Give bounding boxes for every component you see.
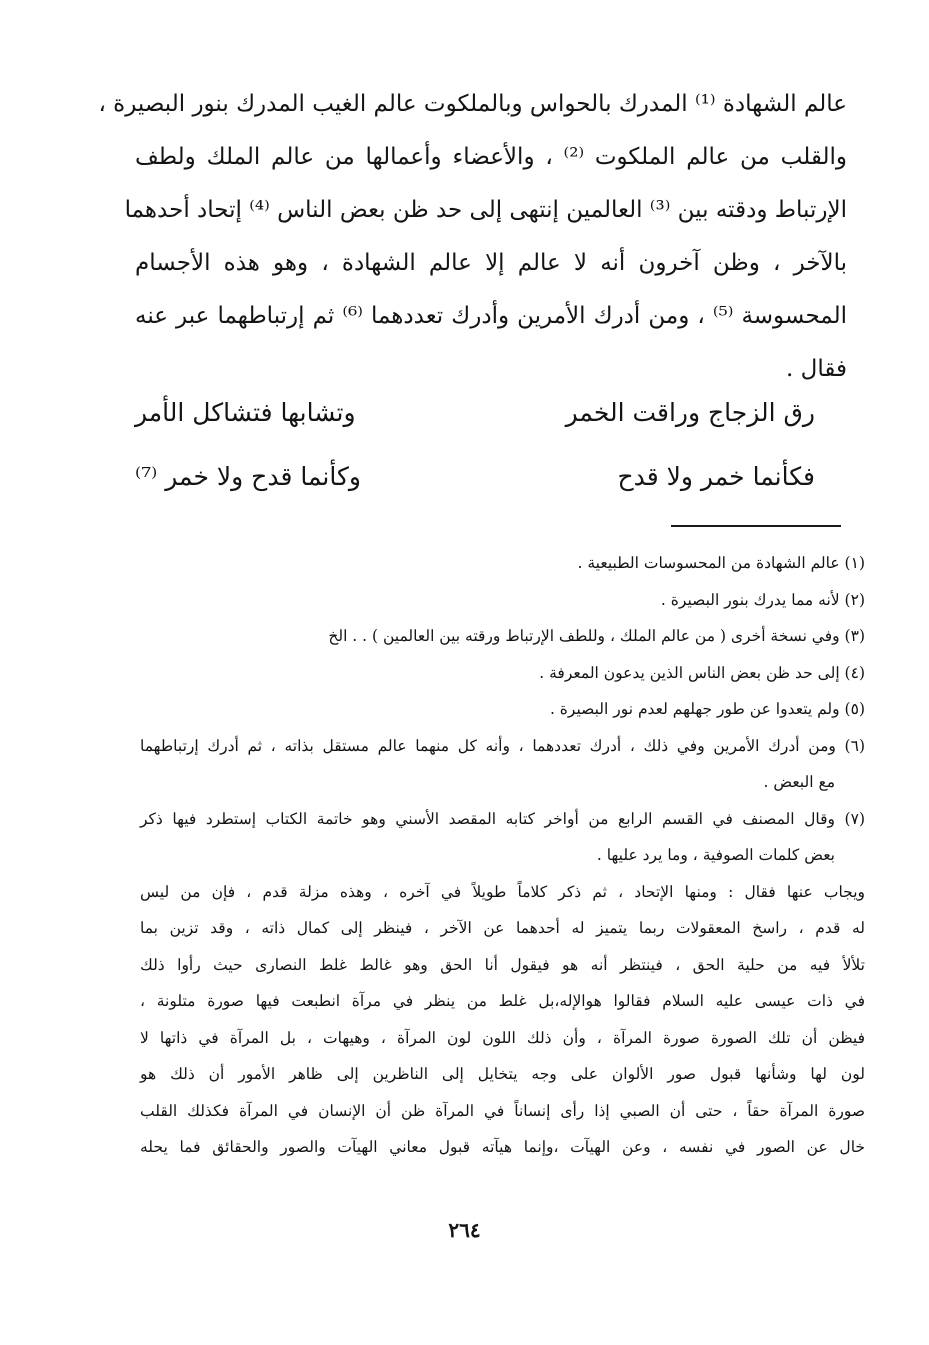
- footnote-separator: [671, 525, 841, 527]
- footnote-line: له قدم ، راسخ المعقولات ربما يتميز له أحدهما عن الآخر ، فينظر إلى كمال ذاته ، وقد تزين بما: [140, 919, 865, 937]
- footnote-line: (٥) ولم يتعدوا عن طور جهلهم لعدم نور البصيرة .: [549, 700, 865, 718]
- footnote-line: (١) عالم الشهادة من المحسوسات الطبيعية .: [577, 554, 865, 572]
- footnote-line: (٧) وقال المصنف في القسم الرابع من أواخر كتابه المقصد الأسني وهو خاتمة الكتاب إستطرد فيها ذكر: [140, 809, 865, 828]
- main-line: المحسوسة ⁽⁵⁾ ، ومن أدرك الأمرين وأدرك تعددهما ⁽⁶⁾ ثم إرتباطهما عبر عنه: [135, 303, 847, 329]
- footnote-line: (٦) ومن أدرك الأمرين وفي ذلك ، أدرك تعددهما ، وأنه كل منهما عالم مستقل بذاته ، ثم أدرك إرتباطهما: [140, 736, 865, 755]
- page-number: ٢٦٤: [448, 1218, 481, 1242]
- footnote-line: (٤) إلى حد ظن بعض الناس الذين يدعون المعرفة .: [539, 663, 865, 682]
- footnote-line: تلألأ فيه من حلية الحق ، فينتظر أنه هو فيقول أنا الحق وهو غالط غلط النصارى حيث رأوا ذلك: [140, 955, 865, 974]
- main-line: والقلب من عالم الملكوت ⁽²⁾ ، والأعضاء وأعمالها من عالم الملك ولطف: [135, 144, 847, 170]
- main-line: عالم الشهادة ⁽¹⁾ المدرك بالحواس وبالملكوت عالم الغيب المدرك بنور البصيرة ،: [98, 91, 847, 117]
- footnote-line: (٣) وفي نسخة أخرى ( من عالم الملك ، وللطف الإرتباط ورقته بين العالمين ) . . الخ: [328, 627, 865, 645]
- footnotes: [140, 545, 865, 1166]
- poem-verse: [135, 462, 815, 502]
- main-line: فقال .: [786, 356, 847, 382]
- poem-hemistich-first: رق الزجاج وراقت الخمر: [565, 398, 815, 427]
- footnote-line: صورة المرآة حقاً ، حتى أن الصبي إذا رأى إنساناً في المرآة ظن أن الإنسان في المرآة فكذلك القلب: [140, 1101, 865, 1120]
- footnote-line: ويجاب عنها فقال : ومنها الإتحاد ، ثم ذكر كلاماً طويلاً في آخره ، وهذه مزلة قدم ، فإن من ليس: [140, 882, 865, 901]
- poem-verse: [135, 398, 815, 438]
- footnote-line: فيظن أن تلك الصورة صورة المرآة ، وأن ذلك اللون لون المرآة ، وهيهات ، بل المرآة في ذاتها لا: [140, 1028, 865, 1047]
- poem-hemistich-second: وتشابها فتشاكل الأمر: [135, 398, 356, 427]
- footnote-line: خال عن الصور في نفسه ، وعن الهيآت ،وإنما هيآته قبول معاني الهيآت والصور والحقائق فما يحله: [140, 1138, 865, 1156]
- footnote-line: لون لها وشأنها قبول صور الألوان على وجه يتخايل إلى الناظرين إلى ظاهر الأمور أن ذلك هو: [140, 1065, 865, 1083]
- main-paragraph: [98, 78, 847, 396]
- poem-hemistich-first: فكأنما خمر ولا قدح: [617, 462, 815, 491]
- main-line: بالآخر ، وظن آخرون أنه لا عالم إلا عالم الشهادة ، وهو هذه الأجسام: [135, 250, 847, 276]
- footnote-line: (٢) لأنه مما يدرك بنور البصيرة .: [660, 590, 865, 609]
- footnote-line: في ذات عيسى عليه السلام فقالوا هوالإله،بل غلط من ينظر في مرآة انطبعت فيها صورة متلونة ،: [140, 992, 865, 1010]
- footnote-line: بعض كلمات الصوفية ، وما يرد عليها .: [596, 846, 835, 864]
- footnote-line: مع البعض .: [763, 773, 835, 791]
- poem-hemistich-second: وكأنما قدح ولا خمر ⁽⁷⁾: [135, 462, 361, 491]
- main-line: الإرتباط ودقته بين ⁽³⁾ العالمين إنتهى إلى حد ظن بعض الناس ⁽⁴⁾ إتحاد أحدهما: [124, 197, 847, 223]
